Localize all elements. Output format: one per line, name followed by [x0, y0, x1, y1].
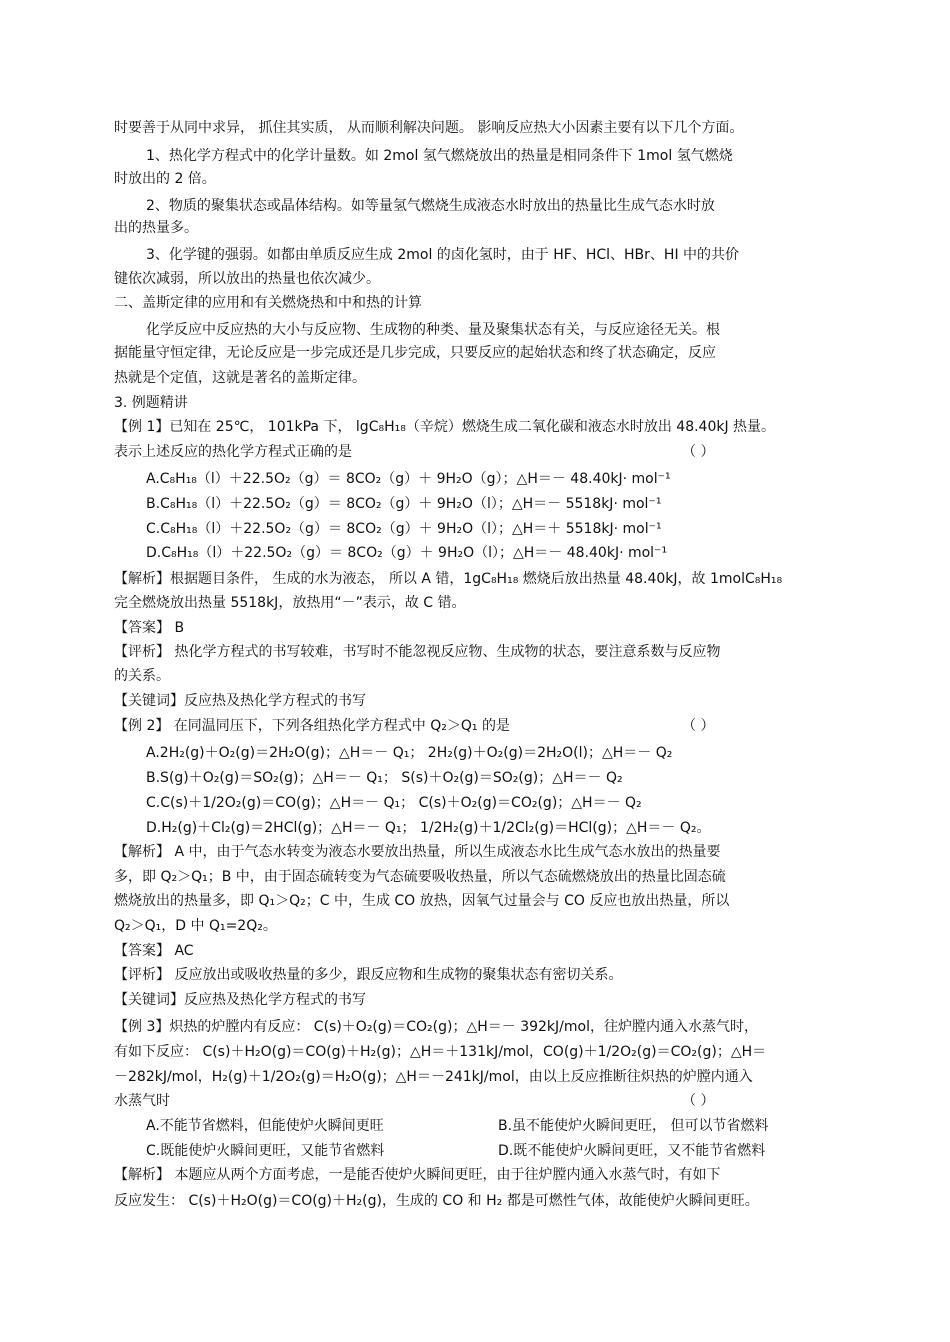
- text-line: 多，即 Q₂＞Q₁；B 中，由于固态硫转变为气态硫要吸收热量，所以气态硫燃烧放出的热量比固态硫: [114, 869, 726, 885]
- text-line: 时要善于从同中求异， 抓住其实质， 从而顺利解决问题。 影响反应热大小因素主要有以下几个方面。: [114, 120, 744, 136]
- analysis: 【解析】 A 中，由于气态水转变为液态水要放出热量，所以生成液态水比生成气态水放出的热量要: [114, 844, 721, 860]
- text-line: 键依次减弱，所以放出的热量也依次减少。: [114, 271, 380, 287]
- section-heading: 二、盖斯定律的应用和有关燃烧热和中和热的计算: [114, 295, 422, 311]
- answer: 【答案】 B: [114, 620, 185, 636]
- answer: 【答案】 AC: [114, 943, 194, 959]
- section-heading: 3. 例题精讲: [114, 395, 188, 411]
- example-1-question: 【例 1】已知在 25℃， 101kPa 下， lgC₈H₁₈（辛烷）燃烧生成二氧化碳和液态水时放出 48.40kJ 热量。: [114, 419, 776, 435]
- keywords: 【关键词】反应热及热化学方程式的书写: [114, 693, 366, 709]
- option-a: A.不能节省燃料，但能使炉火瞬间更旺: [146, 1118, 384, 1134]
- text-line: Q₂＞Q₁，D 中 Q₁=2Q₂。: [114, 918, 277, 934]
- option-d: D.H₂(g)＋Cl₂(g)＝2HCl(g)；△H＝－ Q₁； 1/2H₂(g)＋1/2Cl₂(g)＝HCl(g)；△H＝－ Q₂。: [146, 820, 711, 836]
- text-line: 化学反应中反应热的大小与反应物、生成物的种类、量及聚集状态有关，与反应途径无关。根: [146, 322, 720, 338]
- comment: 【评析】 热化学方程式的书写较难，书写时不能忽视反应物、生成物的状态，要注意系数与反应物: [114, 644, 721, 660]
- option-d: D.既不能使炉火瞬间更旺，又不能节省燃料: [498, 1143, 766, 1159]
- option-a: A.2H₂(g)＋O₂(g)＝2H₂O(g)；△H＝－ Q₁； 2H₂(g)＋O₂(g)＝2H₂O(l)；△H＝－ Q₂: [146, 745, 673, 761]
- answer-bracket: （ ）: [682, 1093, 715, 1109]
- text-line: 水蒸气时: [114, 1093, 170, 1109]
- text-line: 热就是个定值，这就是著名的盖斯定律。: [114, 370, 366, 386]
- text-line: 完全燃烧放出热量 5518kJ，放热用“－”表示，故 C 错。: [114, 595, 466, 611]
- option-d: D.C₈H₁₈（l）＋22.5O₂（g）＝ 8CO₂（g）＋ 9H₂O（l）；△H＝－ 48.40kJ· mol⁻¹: [146, 545, 668, 561]
- text-line: 表示上述反应的热化学方程式正确的是: [114, 444, 352, 460]
- text-line: 反应发生： C(s)＋H₂O(g)＝CO(g)＋H₂(g)，生成的 CO 和 H₂ 都是可燃性气体，故能使炉火瞬间更旺。: [114, 1193, 759, 1209]
- text-line: 据能量守恒定律，无论反应是一步完成还是几步完成，只要反应的起始状态和终了状态确定，反应: [114, 345, 716, 361]
- option-b: B.S(g)＋O₂(g)＝SO₂(g)；△H＝－ Q₁； S(s)＋O₂(g)＝SO₂(g)；△H＝－ Q₂: [146, 770, 623, 786]
- example-2-question: 【例 2】 在同温同压下，下列各组热化学方程式中 Q₂＞Q₁ 的是: [114, 718, 510, 734]
- keywords: 【关键词】反应热及热化学方程式的书写: [114, 992, 366, 1008]
- option-b: B.虽不能使炉火瞬间更旺， 但可以节省燃料: [498, 1118, 769, 1134]
- analysis: 【解析】 本题应从两个方面考虑，一是能否使炉火瞬间更旺，由于往炉膛内通入水蒸气时，有如下: [114, 1167, 721, 1183]
- text-line: 出的热量多。: [114, 220, 198, 236]
- text-line: 的关系。: [114, 668, 170, 684]
- text-line: 燃烧放出的热量多，即 Q₁＞Q₂；C 中，生成 CO 放热，因氧气过量会与 CO 反应也放出热量，所以: [114, 893, 730, 909]
- text-line: 2、物质的聚集状态或晶体结构。如等量氢气燃烧生成液态水时放出的热量比生成气态水时放: [146, 198, 715, 214]
- text-line: 3、化学键的强弱。如都由单质反应生成 2mol 的卤化氢时，由于 HF、HCl、HBr、HI 中的共价: [146, 247, 740, 263]
- option-a: A.C₈H₁₈（l）＋22.5O₂（g）＝ 8CO₂（g）＋ 9H₂O（g）；△H＝－ 48.40kJ· mol⁻¹: [146, 471, 671, 487]
- option-c: C.既能使炉火瞬间更旺，又能节省燃料: [146, 1143, 385, 1159]
- text-line: 时放出的 2 倍。: [114, 171, 216, 187]
- answer-bracket: （ ）: [682, 444, 715, 460]
- comment: 【评析】 反应放出或吸收热量的多少，跟反应物和生成物的聚集状态有密切关系。: [114, 967, 623, 983]
- answer-bracket: （ ）: [682, 718, 715, 734]
- text-line: 1、热化学方程式中的化学计量数。如 2mol 氢气燃烧放出的热量是相同条件下 1mol 氢气燃烧: [146, 148, 733, 164]
- text-line: －282kJ/mol，H₂(g)＋1/2O₂(g)＝H₂O(g)；△H＝－241kJ/mol，由以上反应推断往炽热的炉膛内通入: [114, 1069, 753, 1085]
- example-3-question: 【例 3】炽热的炉膛内有反应： C(s)＋O₂(g)＝CO₂(g)；△H＝－ 392kJ/mol，往炉膛内通入水蒸气时，: [114, 1019, 758, 1035]
- option-b: B.C₈H₁₈（l）＋22.5O₂（g）＝ 8CO₂（g）＋ 9H₂O（l）；△H＝－ 5518kJ· mol⁻¹: [146, 496, 662, 512]
- text-line: 有如下反应： C(s)＋H₂O(g)＝CO(g)＋H₂(g)；△H＝＋131kJ/mol，CO(g)＋1/2O₂(g)＝CO₂(g)；△H＝: [114, 1044, 767, 1060]
- option-c: C.C(s)＋1/2O₂(g)＝CO(g)；△H＝－ Q₁； C(s)＋O₂(g)＝CO₂(g)；△H＝－ Q₂: [146, 795, 642, 811]
- option-c: C.C₈H₁₈（l）＋22.5O₂（g）＝ 8CO₂（g）＋ 9H₂O（l）；△H＝＋ 5518kJ· mol⁻¹: [146, 521, 662, 537]
- analysis: 【解析】根据题目条件， 生成的水为液态， 所以 A 错，1gC₈H₁₈ 燃烧后放出热量 48.40kJ，故 1molC₈H₁₈: [114, 571, 783, 587]
